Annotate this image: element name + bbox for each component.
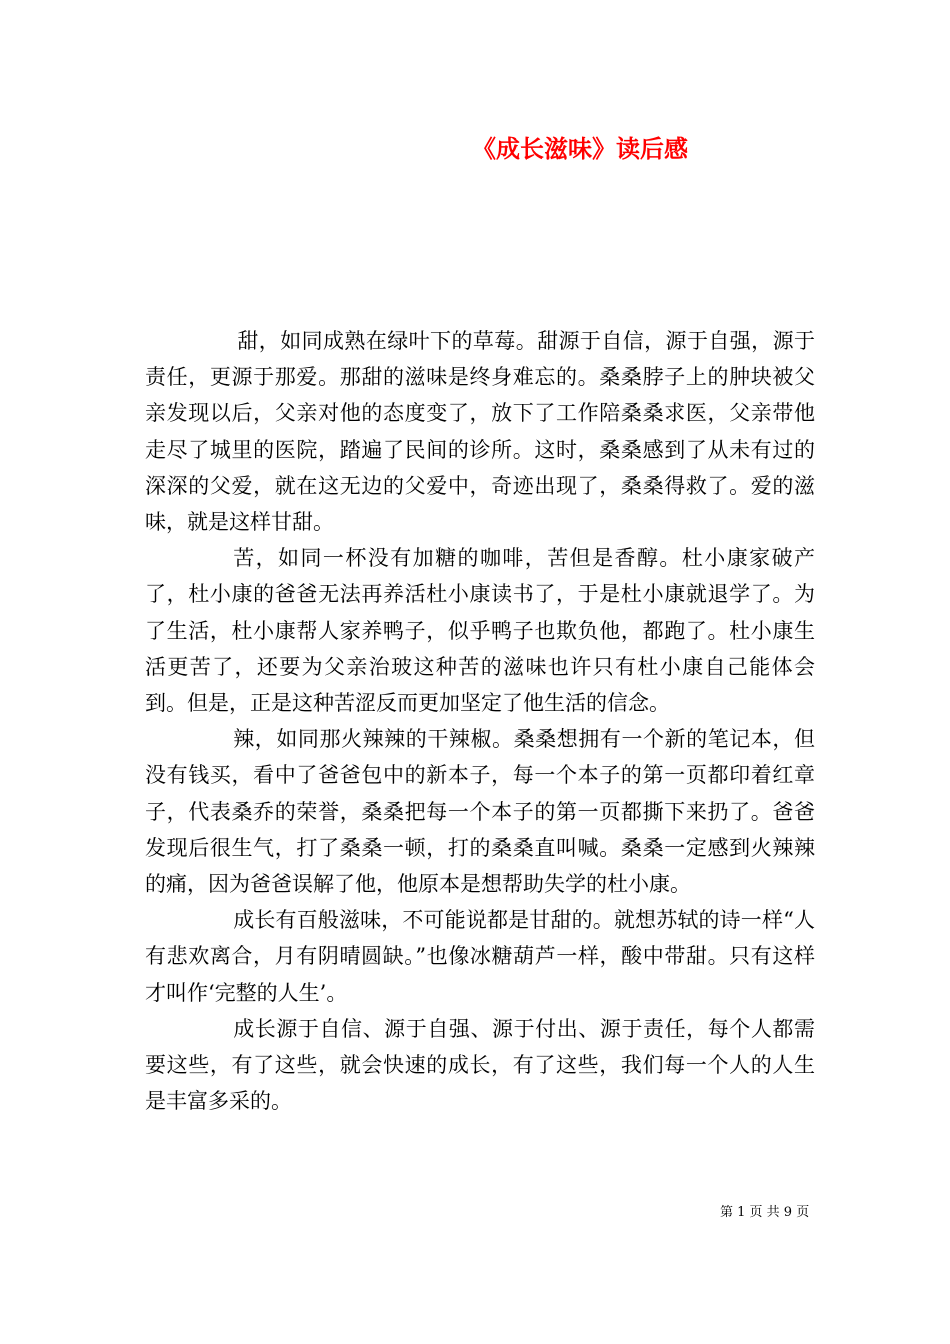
- paragraph-sweet: 甜，如同成熟在绿叶下的草莓。甜源于自信，源于自强，源于责任，更源于那爱。那甜的滋味是终身难忘的。桑桑脖子上的肿块被父亲发现以后，父亲对他的态度变了，放下了工作陪桑桑求医，父亲带他走尽了城里的医院，踏遍了民间的诊所。这时，桑桑感到了从未有过的深深的父爱，就在这无边的父爱中，奇迹出现了，桑桑得救了。爱的滋味，就是这样甘甜。: [145, 329, 815, 535]
- page-title: 《成长滋味》读后感: [472, 135, 688, 163]
- paragraph-bitter: 苦，如同一杯没有加糖的咖啡，苦但是香醇。杜小康家破产了，杜小康的爸爸无法再养活杜小康读书了，于是杜小康就退学了。为了生活，杜小康帮人家养鸭子，似乎鸭子也欺负他，都跑了。杜小康生活更苦了，还要为父亲治玻这种苦的滋味也许只有杜小康自己能体会到。但是，正是这种苦涩反而更加坚定了他生活的信念。: [145, 546, 815, 716]
- paragraph-conclusion: 成长源于自信、源于自强、源于付出、源于责任，每个人都需要这些，有了这些，就会快速的成长，有了这些，我们每一个人的人生是丰富多采的。: [145, 1016, 815, 1114]
- body-text: [145, 323, 815, 1119]
- paragraph-growth-flavors: 成长有百般滋味，不可能说都是甘甜的。就想苏轼的诗一样“人有悲欢离合，月有阴晴圆缺。”也像冰糖葫芦一样，酸中带甜。只有这样才叫作‘完整的人生’。: [145, 908, 815, 1005]
- page-number-footer: 第 1 页 共 9 页: [720, 1205, 810, 1220]
- paragraph-spicy: 辣，如同那火辣辣的干辣椒。桑桑想拥有一个新的笔记本，但没有钱买，看中了爸爸包中的新本子，每一个本子的第一页都印着红章子，代表桑乔的荣誉，桑桑把每一个本子的第一页都撕下来扔了。爸爸发现后很生气，打了桑桑一顿，打的桑桑直叫喊。桑桑一定感到火辣辣的痛，因为爸爸误解了他，他原本是想帮助失学的杜小康。: [145, 727, 815, 897]
